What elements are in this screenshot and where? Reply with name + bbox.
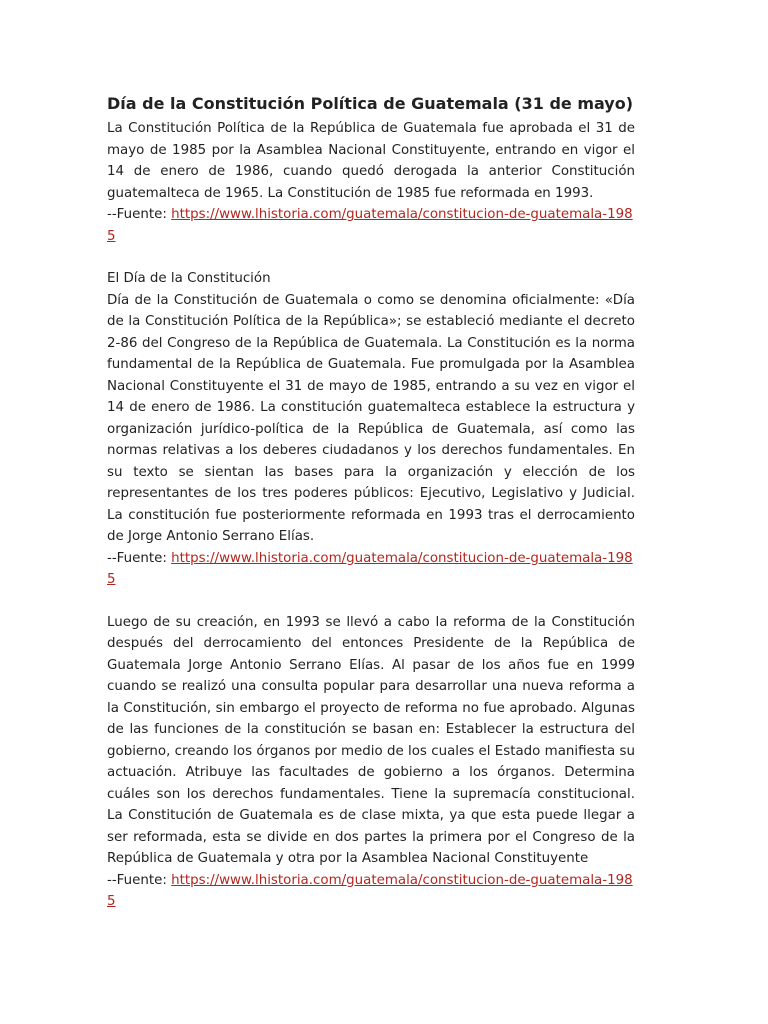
source-link-3[interactable]: https://www.lhistoria.com/guatemala/constitucion-de-guatemala-1985 <box>107 872 633 909</box>
document-page <box>107 92 635 913</box>
source-line-3 <box>107 870 635 913</box>
paragraph-3: Luego de su creación, en 1993 se llevó a cabo la reforma de la Constitución después del derrocamiento del entonces Presidente de la República de Guatemala Jorge Antonio Serrano Elías. Al pasar de los años fue en 1999 cuando se realizó una consulta popular para desarrollar una nueva reforma a la Constitución, sin embargo el proyecto de reforma no fue aprobado. Algunas de las funciones de la constitución se basan en: Establecer la estructura del gobierno, creando los órganos por medio de los cuales el Estado manifiesta su actuación. Atribuye las facultades de gobierno a los órganos. Determina cuáles son los derechos fundamentales. Tiene la supremacía constitucional. La Constitución de Guatemala es de clase mixta, ya que esta puede llegar a ser reformada, esta se divide en dos partes la primera por el Congreso de la República de Guatemala y otra por la Asamblea Nacional Constituyente <box>107 614 635 866</box>
source-link-2[interactable]: https://www.lhistoria.com/guatemala/constitucion-de-guatemala-1985 <box>107 550 633 587</box>
source-prefix: --Fuente: <box>107 207 172 222</box>
paragraph-spacer <box>107 591 635 612</box>
source-prefix: --Fuente: <box>107 550 172 566</box>
section-heading-2: El Día de la Constitución <box>107 271 271 286</box>
paragraph-1: La Constitución Política de la República de Guatemala fue aprobada el 31 de mayo de 1985 por la Asamblea Nacional Constituyente, entrando en vigor el 14 de enero de 1986, cuando quedó derogada la anterior Constitución guatemalteca de 1965. La Constitución de 1985 fue reformada en 1993. <box>107 121 635 201</box>
paragraph-2: Día de la Constitución de Guatemala o como se denomina oficialmente: «Día de la Constitución Política de la República»; se estableció mediante el decreto 2-86 del Congreso de la República de Guatemala. La Constitución es la norma fundamental de la República de Guatemala. Fue promulgada por la Asamblea Nacional Constituyente el 31 de mayo de 1985, entrando a su vez en vigor el 14 de enero de 1986. La constitución guatemalteca establece la estructura y organización jurídico-política de la República de Guatemala, así como las normas relativas a los deberes ciudadanos y los derechos fundamentales. En su texto se sientan las bases para la organización y elección de los representantes de los tres poderes públicos: Ejecutivo, Legislativo y Judicial. La constitución fue posteriormente reformada en 1993 tras el derrocamiento de Jorge Antonio Serrano Elías. <box>107 292 635 544</box>
source-link-1[interactable]: https://www.lhistoria.com/guatemala/constitucion-de-guatemala-1985 <box>107 207 633 244</box>
document-title: Día de la Constitución Política de Guatemala (31 de mayo) <box>107 94 634 113</box>
source-prefix: --Fuente: <box>107 872 172 888</box>
source-line-2 <box>107 548 635 591</box>
source-line-1 <box>107 204 635 247</box>
